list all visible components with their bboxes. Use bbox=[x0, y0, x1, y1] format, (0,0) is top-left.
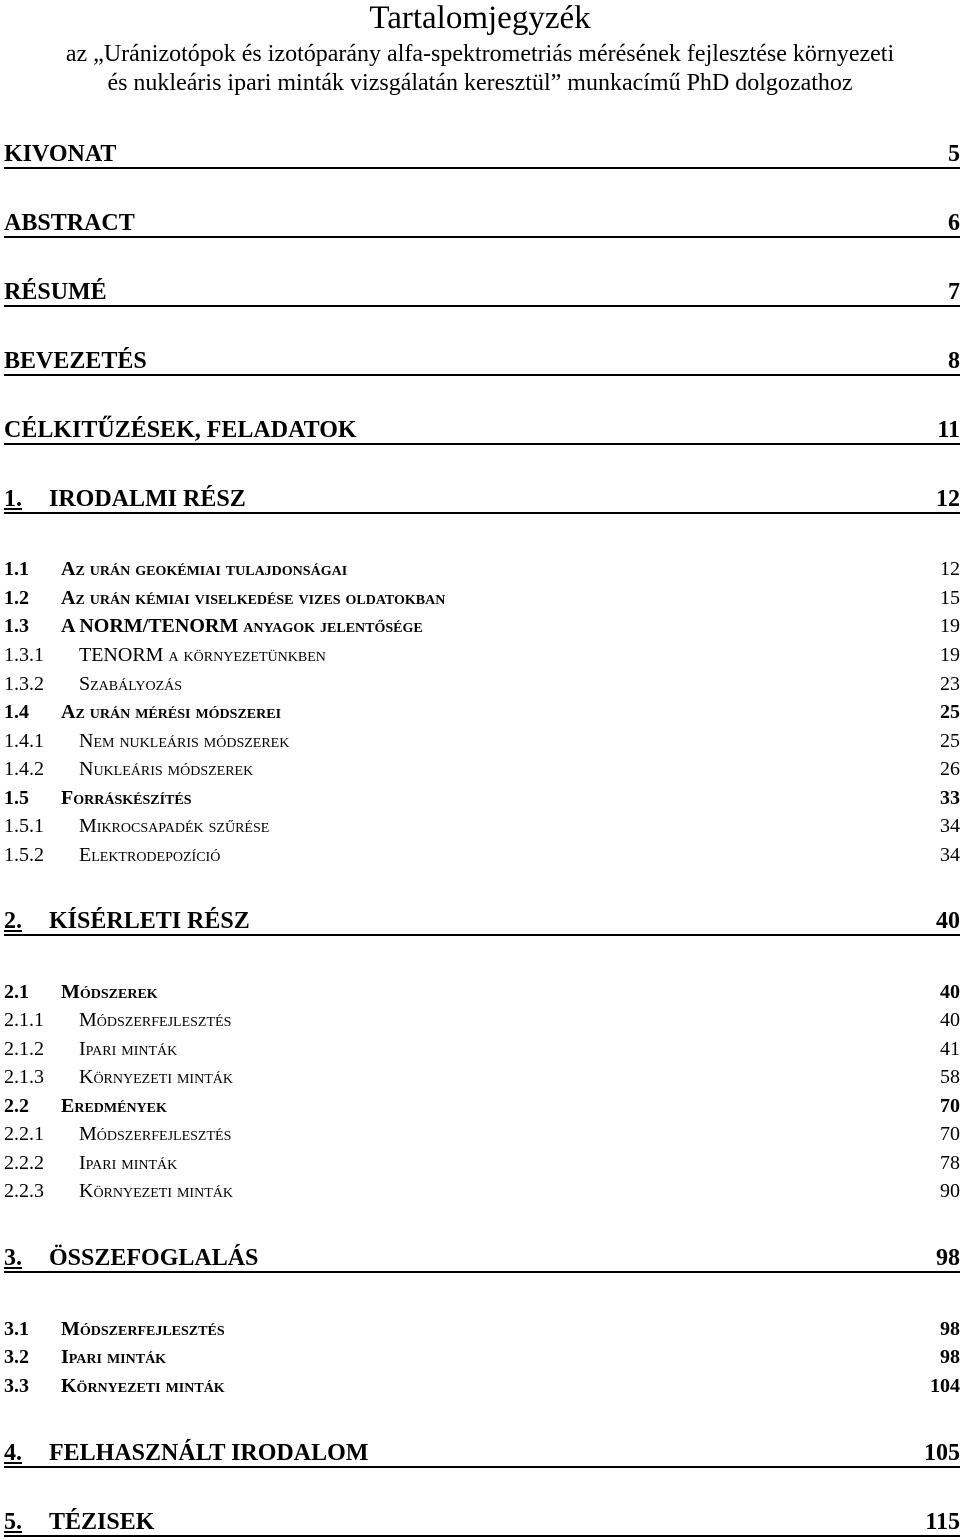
toc-entry-page: 70 bbox=[940, 1095, 960, 1117]
toc-section-1-3-1[interactable] bbox=[4, 643, 960, 667]
toc-section-3-2[interactable] bbox=[4, 1345, 960, 1369]
toc-entry-text: FELHASZNÁLT IRODALOM bbox=[49, 1440, 369, 1466]
toc-entry-number: 1.4 bbox=[4, 701, 29, 723]
toc-section-1-3-2[interactable] bbox=[4, 672, 960, 696]
toc-section-1-5-1[interactable] bbox=[4, 814, 960, 838]
toc-entry-number: 3.2 bbox=[4, 1346, 29, 1368]
toc-entry-page: 19 bbox=[940, 615, 960, 637]
toc-section-2-1[interactable] bbox=[4, 980, 960, 1004]
toc-entry-text: Módszerfejlesztés bbox=[79, 1123, 232, 1145]
toc-entry-number: 2.2.1 bbox=[4, 1123, 44, 1145]
toc-entry-page: 23 bbox=[940, 673, 960, 695]
toc-entry-text: ÖSSZEFOGLALÁS bbox=[49, 1245, 259, 1271]
toc-entry-text: KIVONAT bbox=[4, 141, 117, 167]
toc-section-2-2[interactable] bbox=[4, 1094, 960, 1118]
toc-entry-page: 15 bbox=[940, 587, 960, 609]
toc-entry-number: 5. bbox=[4, 1509, 22, 1535]
toc-entry-text: Környezeti minták bbox=[61, 1375, 225, 1397]
toc-entry-number: 1.4.1 bbox=[4, 730, 44, 752]
toc-entry-page: 115 bbox=[925, 1509, 960, 1535]
toc-entry-resume[interactable] bbox=[4, 279, 960, 307]
toc-entry-number: 1.1 bbox=[4, 558, 29, 580]
toc-entry-text: Nukleáris módszerek bbox=[79, 758, 254, 780]
toc-entry-text: Nem nukleáris módszerek bbox=[79, 730, 290, 752]
toc-entry-text: BEVEZETÉS bbox=[4, 348, 147, 374]
toc-section-1-1[interactable] bbox=[4, 557, 960, 581]
toc-entry-text: Módszerfejlesztés bbox=[61, 1318, 225, 1340]
toc-entry-text: RÉSUMÉ bbox=[4, 279, 107, 305]
subtitle-line-1: az „Uránizotópok és izotóparány alfa-spektrometriás mérésének fejlesztése környezeti bbox=[65, 41, 895, 67]
toc-entry-text: Környezeti minták bbox=[79, 1066, 233, 1088]
toc-entry-number: 1.2 bbox=[4, 587, 29, 609]
toc-entry-number: 1.3.2 bbox=[4, 673, 44, 695]
toc-entry-number: 1. bbox=[4, 486, 22, 512]
toc-entry-text: TENORM a környezetünkben bbox=[79, 644, 326, 666]
toc-entry-celkituzesek[interactable] bbox=[4, 417, 960, 445]
toc-entry-number: 3.1 bbox=[4, 1318, 29, 1340]
toc-entry-text: Szabályozás bbox=[79, 673, 183, 695]
subtitle-line-2: és nukleáris ipari minták vizsgálatán keresztül” munkacímű PhD dolgozathoz bbox=[107, 70, 853, 96]
toc-entry-text: ABSTRACT bbox=[4, 210, 135, 236]
toc-entry-page: 78 bbox=[940, 1152, 960, 1174]
toc-entry-bevezetes[interactable] bbox=[4, 348, 960, 376]
toc-entry-text: A NORM/TENORM anyagok jelentősége bbox=[61, 615, 423, 637]
toc-entry-number: 4. bbox=[4, 1440, 22, 1466]
toc-section-1-4-1[interactable] bbox=[4, 729, 960, 753]
toc-entry-page: 25 bbox=[940, 701, 960, 723]
toc-entry-number: 3.3 bbox=[4, 1375, 29, 1397]
toc-entry-text: KÍSÉRLETI RÉSZ bbox=[49, 908, 250, 934]
toc-entry-number: 2.2.2 bbox=[4, 1152, 44, 1174]
toc-entry-page: 40 bbox=[940, 1009, 960, 1031]
toc-entry-text: Ipari minták bbox=[61, 1346, 167, 1368]
toc-section-3-3[interactable] bbox=[4, 1374, 960, 1398]
toc-entry-page: 12 bbox=[940, 558, 960, 580]
toc-entry-page: 98 bbox=[940, 1318, 960, 1340]
toc-chapter-2[interactable] bbox=[4, 908, 960, 936]
toc-entry-text: CÉLKITŰZÉSEK, FELADATOK bbox=[4, 417, 357, 443]
toc-section-2-1-2[interactable] bbox=[4, 1037, 960, 1061]
toc-entry-number: 2.1.1 bbox=[4, 1009, 44, 1031]
toc-entry-text: IRODALMI RÉSZ bbox=[49, 486, 246, 512]
toc-entry-page: 41 bbox=[940, 1038, 960, 1060]
toc-entry-text: Módszerfejlesztés bbox=[79, 1009, 232, 1031]
toc-section-2-1-3[interactable] bbox=[4, 1065, 960, 1089]
toc-entry-text: Az urán geokémiai tulajdonságai bbox=[61, 558, 348, 580]
toc-entry-text: Ipari minták bbox=[79, 1038, 178, 1060]
toc-section-3-1[interactable] bbox=[4, 1317, 960, 1341]
toc-entry-text: Mikrocsapadék szűrése bbox=[79, 815, 270, 837]
toc-entry-page: 40 bbox=[940, 981, 960, 1003]
toc-section-1-4[interactable] bbox=[4, 700, 960, 724]
toc-section-2-2-3[interactable] bbox=[4, 1179, 960, 1203]
toc-entry-page: 19 bbox=[940, 644, 960, 666]
toc-entry-number: 1.3 bbox=[4, 615, 29, 637]
toc-entry-page: 26 bbox=[940, 758, 960, 780]
toc-section-2-2-1[interactable] bbox=[4, 1122, 960, 1146]
toc-entry-page: 6 bbox=[948, 210, 960, 236]
toc-entry-number: 2.1.2 bbox=[4, 1038, 44, 1060]
toc-entry-page: 58 bbox=[940, 1066, 960, 1088]
toc-entry-page: 33 bbox=[940, 787, 960, 809]
page-title: Tartalomjegyzék bbox=[369, 0, 591, 36]
toc-section-2-2-2[interactable] bbox=[4, 1151, 960, 1175]
toc-entry-number: 2.2.3 bbox=[4, 1180, 44, 1202]
toc-entry-number: 2.1 bbox=[4, 981, 29, 1003]
toc-entry-page: 12 bbox=[936, 486, 960, 512]
toc-entry-number: 2.2 bbox=[4, 1095, 29, 1117]
toc-entry-page: 11 bbox=[937, 417, 960, 443]
toc-entry-text: Az urán mérési módszerei bbox=[61, 701, 282, 723]
toc-entry-page: 34 bbox=[940, 844, 960, 866]
toc-section-1-5-2[interactable] bbox=[4, 843, 960, 867]
toc-chapter-5[interactable] bbox=[4, 1509, 960, 1537]
toc-entry-number: 3. bbox=[4, 1245, 22, 1271]
toc-entry-text: TÉZISEK bbox=[49, 1509, 155, 1535]
toc-entry-number: 1.5.2 bbox=[4, 844, 44, 866]
toc-entry-abstract[interactable] bbox=[4, 210, 960, 238]
toc-section-1-5[interactable] bbox=[4, 786, 960, 810]
toc-chapter-4[interactable] bbox=[4, 1440, 960, 1468]
toc-entry-page: 8 bbox=[948, 348, 960, 374]
toc-entry-text: Az urán kémiai viselkedése vizes oldatokban bbox=[61, 587, 446, 609]
toc-section-1-3[interactable] bbox=[4, 614, 960, 638]
toc-entry-page: 40 bbox=[936, 908, 960, 934]
toc-entry-text: Forráskészítés bbox=[61, 787, 192, 809]
toc-entry-text: Elektrodepozíció bbox=[79, 844, 221, 866]
toc-section-1-4-2[interactable] bbox=[4, 757, 960, 781]
toc-entry-number: 2. bbox=[4, 908, 22, 934]
toc-entry-text: Módszerek bbox=[61, 981, 158, 1003]
toc-entry-text: Környezeti minták bbox=[79, 1180, 233, 1202]
toc-entry-page: 7 bbox=[948, 279, 960, 305]
toc-entry-page: 98 bbox=[940, 1346, 960, 1368]
toc-chapter-3[interactable] bbox=[4, 1245, 960, 1273]
toc-entry-page: 98 bbox=[936, 1245, 960, 1271]
toc-entry-number: 2.1.3 bbox=[4, 1066, 44, 1088]
toc-entry-number: 1.4.2 bbox=[4, 758, 44, 780]
toc-entry-page: 25 bbox=[940, 730, 960, 752]
toc-entry-page: 5 bbox=[948, 141, 960, 167]
toc-entry-page: 104 bbox=[930, 1375, 960, 1397]
toc-entry-page: 70 bbox=[940, 1123, 960, 1145]
toc-entry-text: Eredmények bbox=[61, 1095, 167, 1117]
toc-section-1-2[interactable] bbox=[4, 586, 960, 610]
toc-entry-number: 1.3.1 bbox=[4, 644, 44, 666]
toc-entry-page: 105 bbox=[924, 1440, 960, 1466]
toc-entry-kivonat[interactable] bbox=[4, 141, 960, 169]
toc-entry-page: 34 bbox=[940, 815, 960, 837]
toc-section-2-1-1[interactable] bbox=[4, 1008, 960, 1032]
toc-entry-page: 90 bbox=[940, 1180, 960, 1202]
toc-entry-number: 1.5 bbox=[4, 787, 29, 809]
toc-entry-number: 1.5.1 bbox=[4, 815, 44, 837]
toc-entry-text: Ipari minták bbox=[79, 1152, 178, 1174]
toc-chapter-1[interactable] bbox=[4, 486, 960, 514]
